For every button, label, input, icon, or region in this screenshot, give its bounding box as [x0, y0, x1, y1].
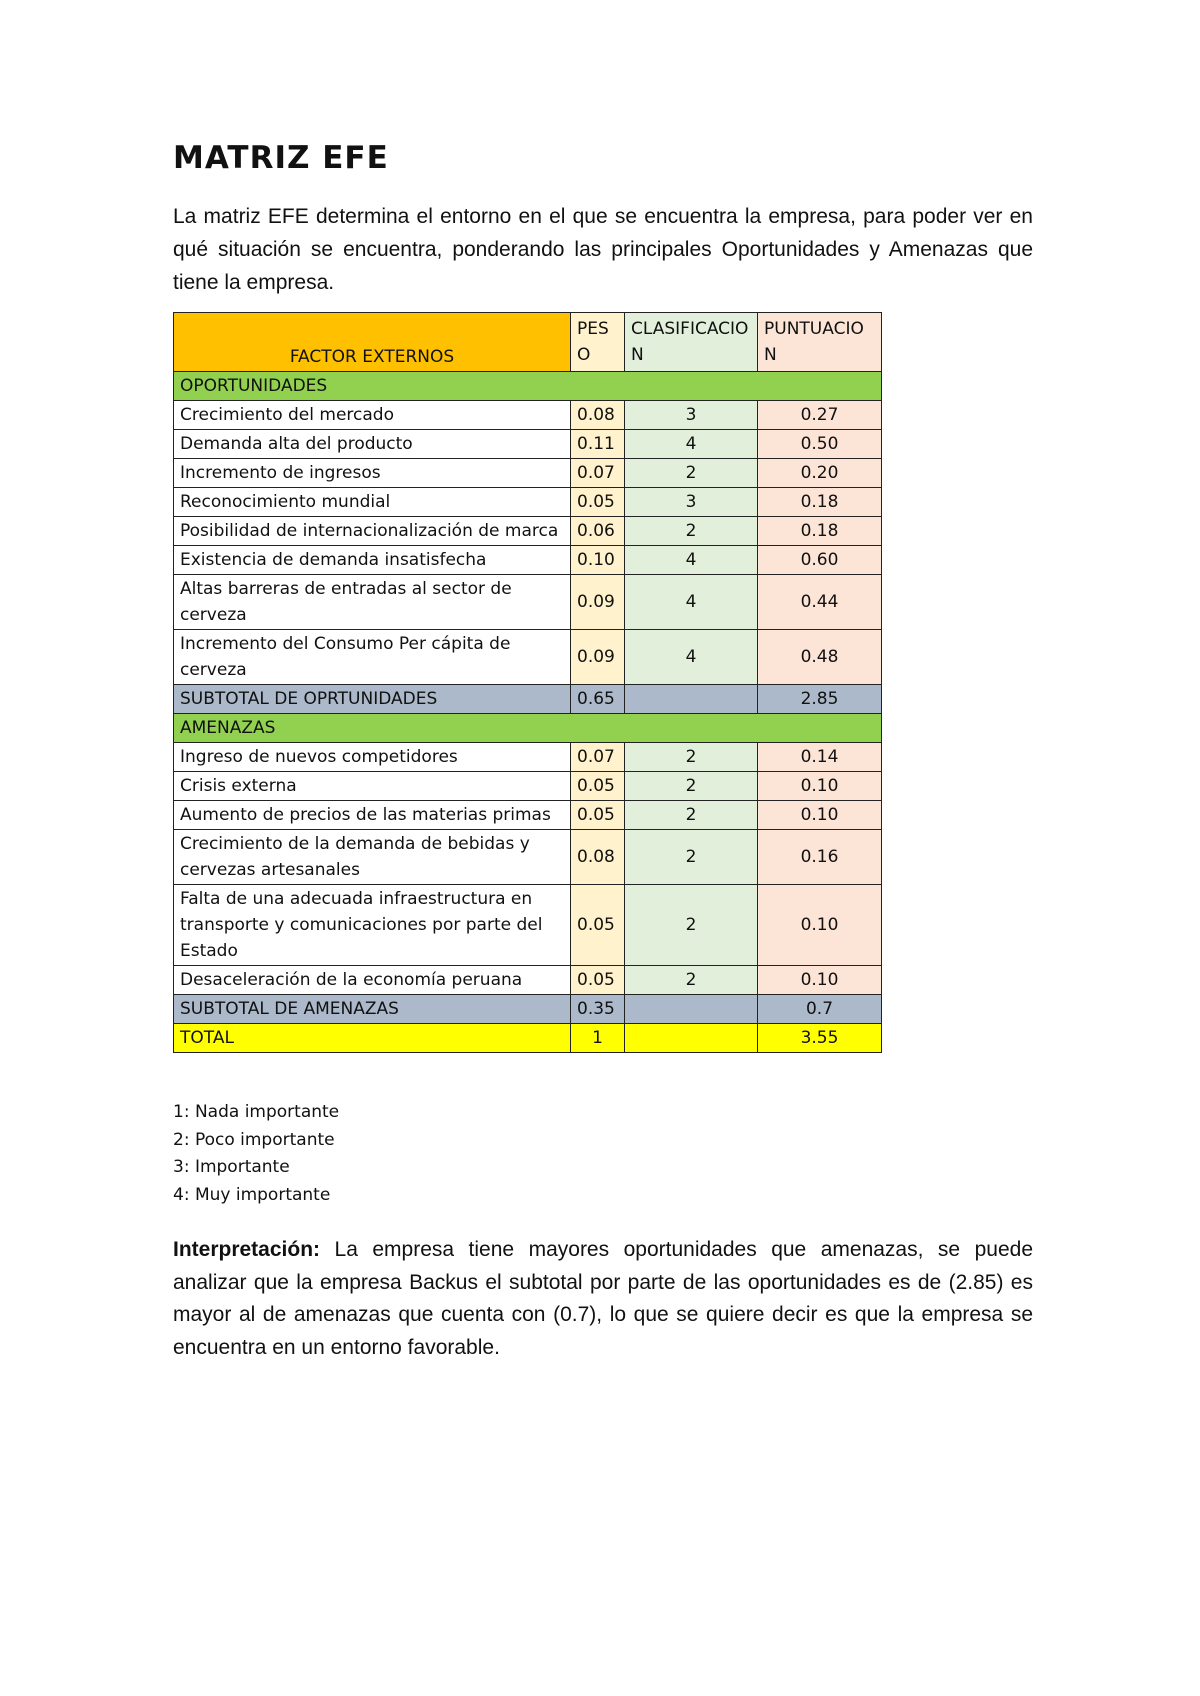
peso-cell: 0.05 [571, 966, 625, 995]
factor-cell: Aumento de precios de las materias primas [174, 801, 571, 830]
section-oportunidades-row [174, 372, 882, 401]
puntuacion-cell: 0.18 [758, 488, 882, 517]
peso-cell: 0.05 [571, 885, 625, 966]
puntuacion-cell: 0.10 [758, 885, 882, 966]
table-row [174, 488, 882, 517]
clasificacion-cell: 3 [625, 488, 758, 517]
peso-cell: 0.11 [571, 430, 625, 459]
subtotal-puntuacion: 0.7 [758, 995, 882, 1024]
clasificacion-cell: 4 [625, 575, 758, 630]
interpretation-label: Interpretación: [173, 1238, 321, 1261]
peso-cell: 0.07 [571, 459, 625, 488]
table-row [174, 801, 882, 830]
factor-cell: Falta de una adecuada infraestructura en transporte y comunicaciones por parte del Estado [174, 885, 571, 966]
legend-item: 3: Importante [173, 1157, 290, 1177]
section-amenazas-row [174, 714, 882, 743]
header-factor: FACTOR EXTERNOS [174, 313, 571, 372]
total-peso: 1 [571, 1024, 625, 1053]
clasificacion-cell: 2 [625, 517, 758, 546]
header-clasificacion: CLASIFICACION [625, 313, 758, 372]
clasificacion-cell: 2 [625, 772, 758, 801]
puntuacion-cell: 0.50 [758, 430, 882, 459]
peso-cell: 0.07 [571, 743, 625, 772]
puntuacion-cell: 0.48 [758, 630, 882, 685]
header-puntuacion: PUNTUACION [758, 313, 882, 372]
table-row [174, 517, 882, 546]
subtotal-amenazas-row [174, 995, 882, 1024]
subtotal-oportunidades-row [174, 685, 882, 714]
intro-paragraph: La matriz EFE determina el entorno en el que se encuentra la empresa, para poder ver en qué situación se encuentra, ponderando las principales Oportunidades y Amenazas que tiene la empresa. [173, 205, 1033, 294]
factor-cell: Reconocimiento mundial [174, 488, 571, 517]
table-row [174, 401, 882, 430]
clasificacion-cell: 2 [625, 830, 758, 885]
subtotal-clasificacion-empty [625, 995, 758, 1024]
clasificacion-cell: 4 [625, 630, 758, 685]
table-row [174, 966, 882, 995]
table-row [174, 885, 882, 966]
clasificacion-cell: 3 [625, 401, 758, 430]
clasificacion-cell: 2 [625, 885, 758, 966]
table-row [174, 575, 882, 630]
table-row [174, 546, 882, 575]
table-row [174, 459, 882, 488]
puntuacion-cell: 0.14 [758, 743, 882, 772]
efe-matrix-table [173, 312, 882, 1053]
peso-cell: 0.05 [571, 772, 625, 801]
factor-cell: Incremento del Consumo Per cápita de cerveza [174, 630, 571, 685]
table-row [174, 743, 882, 772]
puntuacion-cell: 0.18 [758, 517, 882, 546]
factor-cell: Crecimiento de la demanda de bebidas y cervezas artesanales [174, 830, 571, 885]
rating-legend [173, 1099, 339, 1209]
clasificacion-cell: 2 [625, 459, 758, 488]
subtotal-label: SUBTOTAL DE OPRTUNIDADES [174, 685, 571, 714]
factor-cell: Crisis externa [174, 772, 571, 801]
puntuacion-cell: 0.60 [758, 546, 882, 575]
factor-cell: Crecimiento del mercado [174, 401, 571, 430]
total-row [174, 1024, 882, 1053]
peso-cell: 0.09 [571, 575, 625, 630]
table-row [174, 772, 882, 801]
table-row [174, 430, 882, 459]
peso-cell: 0.08 [571, 830, 625, 885]
subtotal-label: SUBTOTAL DE AMENAZAS [174, 995, 571, 1024]
total-clasificacion-empty [625, 1024, 758, 1053]
factor-cell: Desaceleración de la economía peruana [174, 966, 571, 995]
subtotal-peso: 0.65 [571, 685, 625, 714]
subtotal-peso: 0.35 [571, 995, 625, 1024]
peso-cell: 0.06 [571, 517, 625, 546]
section-amenazas-label: AMENAZAS [174, 714, 882, 743]
clasificacion-cell: 2 [625, 966, 758, 995]
puntuacion-cell: 0.16 [758, 830, 882, 885]
factor-cell: Altas barreras de entradas al sector de cerveza [174, 575, 571, 630]
interpretation-paragraph [173, 1234, 1033, 1364]
peso-cell: 0.09 [571, 630, 625, 685]
interpretation-text: La empresa tiene mayores oportunidades que amenazas, se puede analizar que la empresa Backus el subtotal por parte de las oportunidades es de (2.85) es mayor al de amenazas que cuenta con (0.7), lo que se quiere decir es que la empresa se encuentra en un entorno favorable. [173, 1238, 1033, 1359]
factor-cell: Posibilidad de internacionalización de marca [174, 517, 571, 546]
puntuacion-cell: 0.10 [758, 801, 882, 830]
clasificacion-cell: 2 [625, 801, 758, 830]
total-label: TOTAL [174, 1024, 571, 1053]
peso-cell: 0.05 [571, 488, 625, 517]
legend-item: 2: Poco importante [173, 1129, 335, 1150]
header-peso: PESO [571, 313, 625, 372]
puntuacion-cell: 0.44 [758, 575, 882, 630]
legend-item: 4: Muy importante [173, 1184, 331, 1205]
total-puntuacion: 3.55 [758, 1024, 882, 1053]
table-header-row [174, 313, 882, 372]
peso-cell: 0.10 [571, 546, 625, 575]
clasificacion-cell: 2 [625, 743, 758, 772]
section-oportunidades-label: OPORTUNIDADES [174, 372, 882, 401]
peso-cell: 0.08 [571, 401, 625, 430]
puntuacion-cell: 0.10 [758, 772, 882, 801]
peso-cell: 0.05 [571, 801, 625, 830]
subtotal-clasificacion-empty [625, 685, 758, 714]
subtotal-puntuacion: 2.85 [758, 685, 882, 714]
legend-item: 1: Nada importante [173, 1102, 340, 1122]
table-row [174, 830, 882, 885]
factor-cell: Existencia de demanda insatisfecha [174, 546, 571, 575]
table-row [174, 630, 882, 685]
factor-cell: Demanda alta del producto [174, 430, 571, 459]
puntuacion-cell: 0.27 [758, 401, 882, 430]
factor-cell: Incremento de ingresos [174, 459, 571, 488]
puntuacion-cell: 0.20 [758, 459, 882, 488]
clasificacion-cell: 4 [625, 430, 758, 459]
clasificacion-cell: 4 [625, 546, 758, 575]
puntuacion-cell: 0.10 [758, 966, 882, 995]
page-title: MATRIZ EFE [173, 140, 389, 176]
factor-cell: Ingreso de nuevos competidores [174, 743, 571, 772]
